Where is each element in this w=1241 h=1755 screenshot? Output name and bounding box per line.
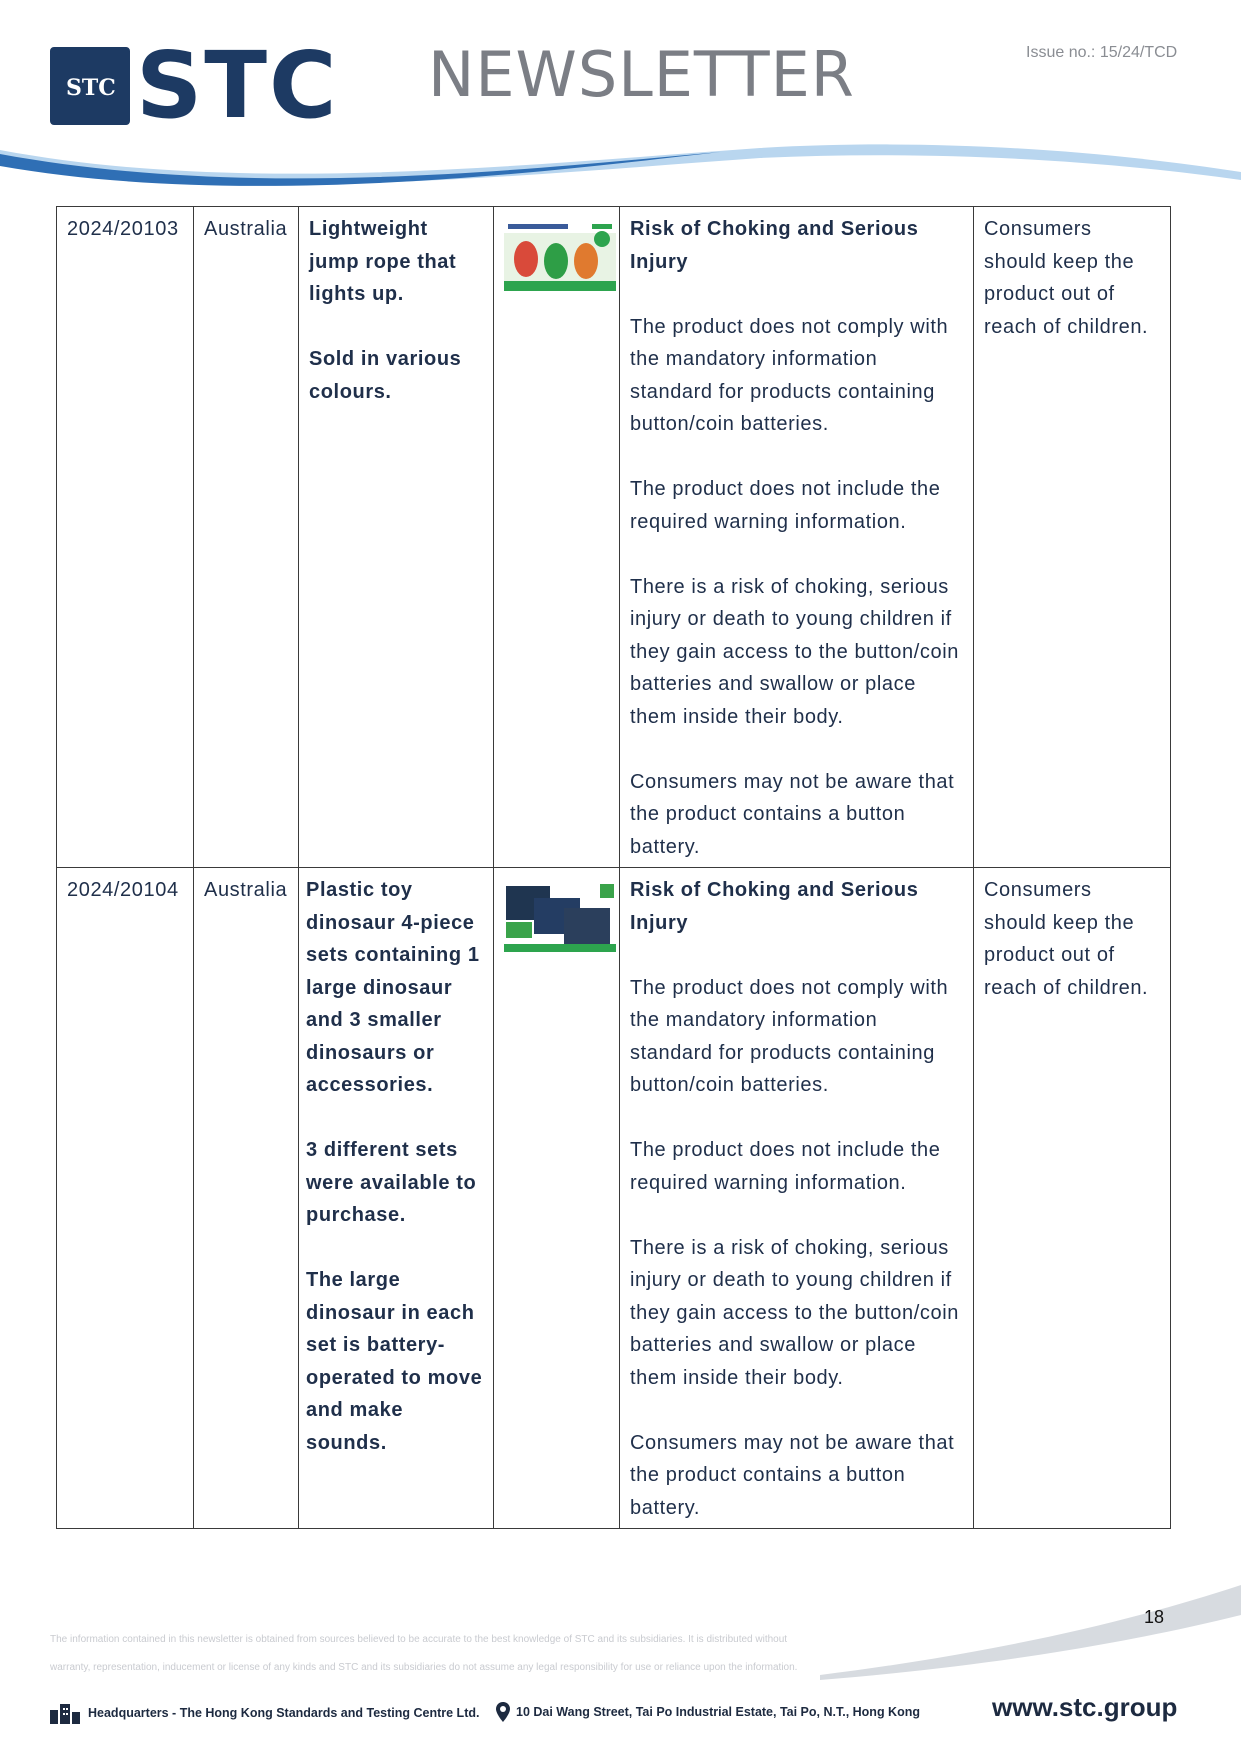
stc-logo [50,32,339,139]
table-row [57,868,1171,1529]
measures-taken: Consumers should keep the product out of reach of children. [974,868,1171,1529]
product-image-cell [494,868,620,1529]
recall-table [56,206,1171,1529]
hazard-description: Risk of Choking and Serious Injury The product does not comply with the mandatory information standard for products containing button/coin batteries. The product does not include the required warning information. There is a risk of choking, serious injury or death to young children if they gain access to the button/coin batteries and swallow or place them inside their body. Consumers may not be aware that the product contains a button battery. [620,868,974,1529]
hazard-title: Risk of Choking and Serious Injury [630,879,919,934]
country: Australia [194,868,299,1529]
table-row [57,207,1171,868]
reference-number: 2024/20104 [57,868,194,1529]
measures-taken: Consumers should keep the product out of reach of children. [974,207,1171,868]
website-link[interactable]: www.stc.group [992,1692,1178,1722]
product-description: Lightweight jump rope that lights up. Sold in various colours. [299,207,494,868]
product-description: Plastic toy dinosaur 4-piece sets containing 1 large dinosaur and 3 smaller dinosaurs or accessories. 3 different sets were available to purchase. The large dinosaur in each set is battery-operated to move and make sounds. [299,868,494,1529]
building-icon [48,1702,82,1724]
product-image-cell [494,207,620,868]
hazard-title: Risk of Choking and Serious Injury [630,218,919,273]
dinosaur-set-product-photo [504,882,616,952]
page-header [0,0,1241,200]
disclaimer: The information contained in this newsletter is obtained from sources believed to be accurate to the best knowledge of STC and its subsidiaries. It is distributed without warranty, representation, inducement or license of any kinds and STC and its subsidiaries do not assume any legal responsibility for use or reliance upon the information. [50,1634,798,1673]
stc-logo-mark: STC [50,47,130,125]
issue-number: Issue no.: 15/24/TCD [1026,44,1178,61]
reference-number: 2024/20103 [57,207,194,868]
hazard-description: Risk of Choking and Serious Injury The product does not comply with the mandatory information standard for products containing button/coin batteries. The product does not include the required warning information. There is a risk of choking, serious injury or death to young children if they gain access to the button/coin batteries and swallow or place them inside their body. Consumers may not be aware that the product contains a button battery. [620,207,974,868]
newsletter-title: NEWSLETTER [428,38,855,111]
footer-contact-bar [48,1692,1198,1728]
stc-logo-text: STC [136,32,339,139]
location-pin-icon [496,1702,510,1722]
headquarters: Headquarters - The Hong Kong Standards and Testing Centre Ltd. [48,1702,479,1724]
country: Australia [194,207,299,868]
page-number: 18 [1144,1607,1165,1627]
header-swoosh-decoration [0,130,1241,200]
jump-rope-product-photo [504,221,616,291]
address: 10 Dai Wang Street, Tai Po Industrial Estate, Tai Po, N.T., Hong Kong [496,1702,920,1722]
